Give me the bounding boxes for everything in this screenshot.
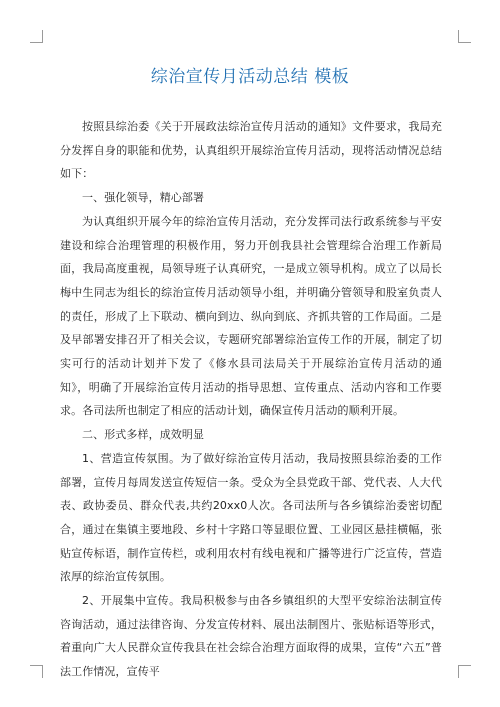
section-heading-1: 一、强化领导，精心部署 xyxy=(82,191,205,205)
crop-mark-top-right xyxy=(458,30,471,43)
crop-mark-top-left xyxy=(30,30,43,43)
section-2-paragraph-2: 2、开展集中宣传。我局积极参与由各乡镇组织的大型平安综治法制宣传咨询活动，通过法律咨询、分发宣传材料、展出法制图片、张贴标语等形式，着重向广大人民群众宣传我县在社会综合治理方面取得的成果，宣传“六五”普法工作情况，宣传平 xyxy=(60,594,442,679)
section-heading-2: 二、形式多样，成效明显 xyxy=(82,428,205,442)
crop-mark-bottom-right xyxy=(458,665,471,678)
document-body xyxy=(60,115,442,684)
section-2-paragraph-1: 1、营造宣传氛围。为了做好综治宣传月活动，我局按照县综治委的工作部署，宣传月每周发送宣传短信一条。受众为全县党政干部、党代表、人大代表、政协委员、群众代表,共约20xx0人次。各司法所与各乡镇综治委密切配合，通过在集镇主要地段、乡村十字路口等显眼位置、工业园区悬挂横幅，张贴宣传标语，制作宣传栏，或利用农村有线电视和广播等进行广泛宣传，营造浓厚的综治宣传氛围。 xyxy=(60,451,442,584)
section-1-paragraph: 为认真组织开展今年的综治宣传月活动，充分发挥司法行政系统参与平安建设和综合治理管理的积极作用，努力开创我县社会管理综合治理工作新局面，我局高度重视，局领导班子认真研究，一是成立领导机构。成立了以局长梅中生同志为组长的综治宣传月活动领导小组，并明确分管领导和股室负责人的责任，形成了上下联动、横向到边、纵向到底、齐抓共管的工作局面。二是及早部署安排召开了相关会议，专题研究部署综治宣传工作的开展，制定了切实可行的活动计划并下发了《修水县司法局关于开展综治宣传月活动的通知》，明确了开展综治宣传月活动的指导思想、宣传重点、活动内容和工作要求。各司法所也制定了相应的活动计划，确保宣传月活动的顺利开展。 xyxy=(60,214,442,418)
document-title: 综治宣传月活动总结 模板 xyxy=(150,67,350,87)
intro-paragraph: 按照县综治委《关于开展政法综治宣传月活动的通知》文件要求，我局充分发挥自身的职能和优势，认真组织开展综治宣传月活动，现将活动情况总结如下： xyxy=(60,120,442,181)
crop-mark-bottom-left xyxy=(30,665,43,678)
